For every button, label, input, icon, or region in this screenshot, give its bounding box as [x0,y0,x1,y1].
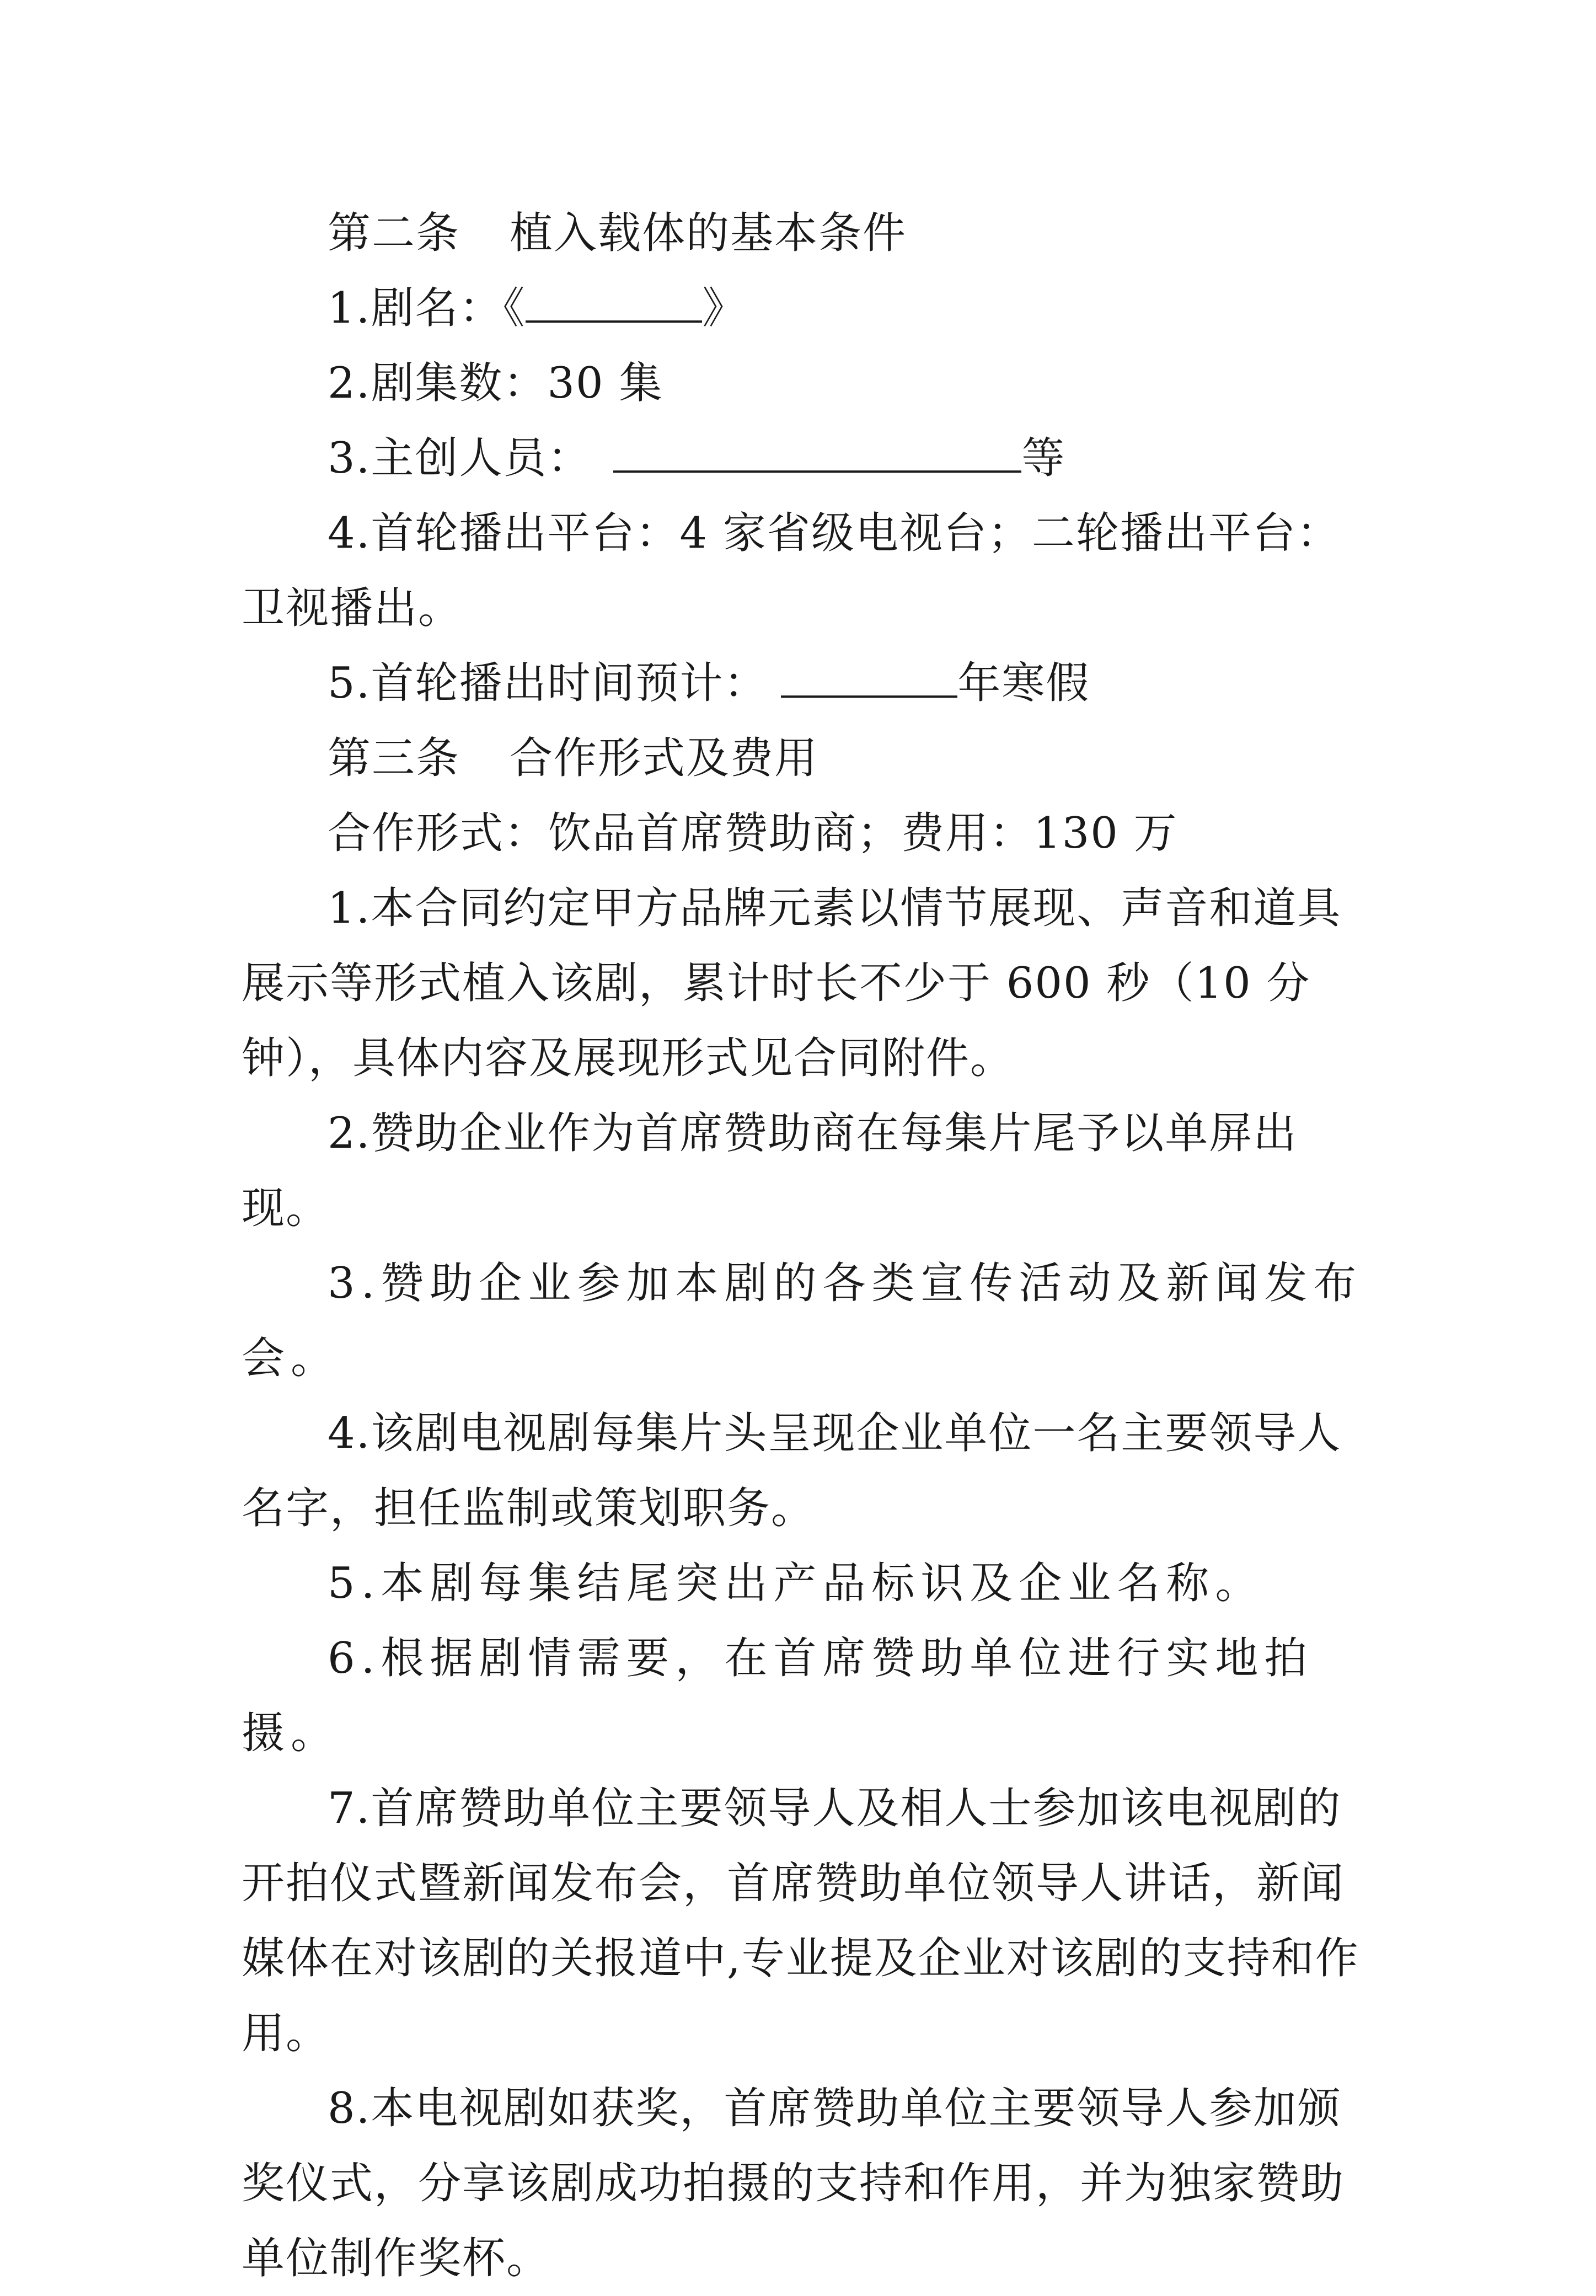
clause-8: 8.本电视剧如获奖，首席赞助单位主要领导人参加颁奖仪式，分享该剧成功拍摄的支持和作用，并为独家赞助单位制作奖杯。 [242,2084,1345,2283]
article-2-heading [242,196,1367,271]
clause-2: 2.赞助企业作为首席赞助商在每集片尾予以单屏出现。 [242,1109,1298,1233]
article-3-label: 第三条 [328,734,460,783]
clause-4: 4.该剧电视剧每集片头呈现企业单位一名主要领导人名字，担任监制或策划职务。 [242,1409,1342,1533]
creators-suffix: 等 [1021,433,1066,483]
broadcast-time-suffix: 年寒假 [957,659,1090,708]
broadcast-time-line [242,646,1367,721]
broadcast-platform-line: 4.首轮播出平台：4 家省级电视台；二轮播出平台：卫视播出。 [242,509,1341,633]
creators-prefix: 3.主创人员： [328,433,592,483]
broadcast-time-blank [781,657,957,698]
clause-3: 3.赞助企业参加本剧的各类宣传活动及新闻发布会。 [242,1259,1363,1383]
drama-name-prefix: 1.剧名：《 [328,283,526,333]
clause-7: 7.首席赞助单位主要领导人及相人士参加该电视剧的开拍仪式暨新闻发布会，首席赞助单位领导人讲话，新闻媒体在对该剧的关报道中,专业提及企业对该剧的支持和作用。 [242,1784,1359,2058]
drama-name-blank [526,282,702,323]
broadcast-time-prefix: 5.首轮播出时间预计： [328,659,768,708]
article-3-heading [242,721,1367,796]
cooperation-intro: 合作形式：饮品首席赞助商；费用：130 万 [328,809,1178,858]
episode-count-line: 2.剧集数：30 集 [328,358,663,408]
creators-blank [613,432,1021,473]
drama-name-suffix: 》 [702,283,747,333]
document-body [242,196,1367,2296]
article-2-label: 第二条 [328,208,460,258]
article-2-title: 植入载体的基本条件 [510,208,907,258]
clause-1: 1.本合同约定甲方品牌元素以情节展现、声音和道具展示等形式植入该剧，累计时长不少于 600 秒（10 分钟），具体内容及展现形式见合同附件。 [242,884,1342,1083]
creators-line [242,421,1367,496]
drama-name-line [242,271,1367,346]
clause-6: 6.根据剧情需要，在首席赞助单位进行实地拍摄。 [242,1634,1314,1758]
clause-5: 5.本剧每集结尾突出产品标识及企业名称。 [328,1559,1265,1608]
article-3-title: 合作形式及费用 [510,734,819,783]
